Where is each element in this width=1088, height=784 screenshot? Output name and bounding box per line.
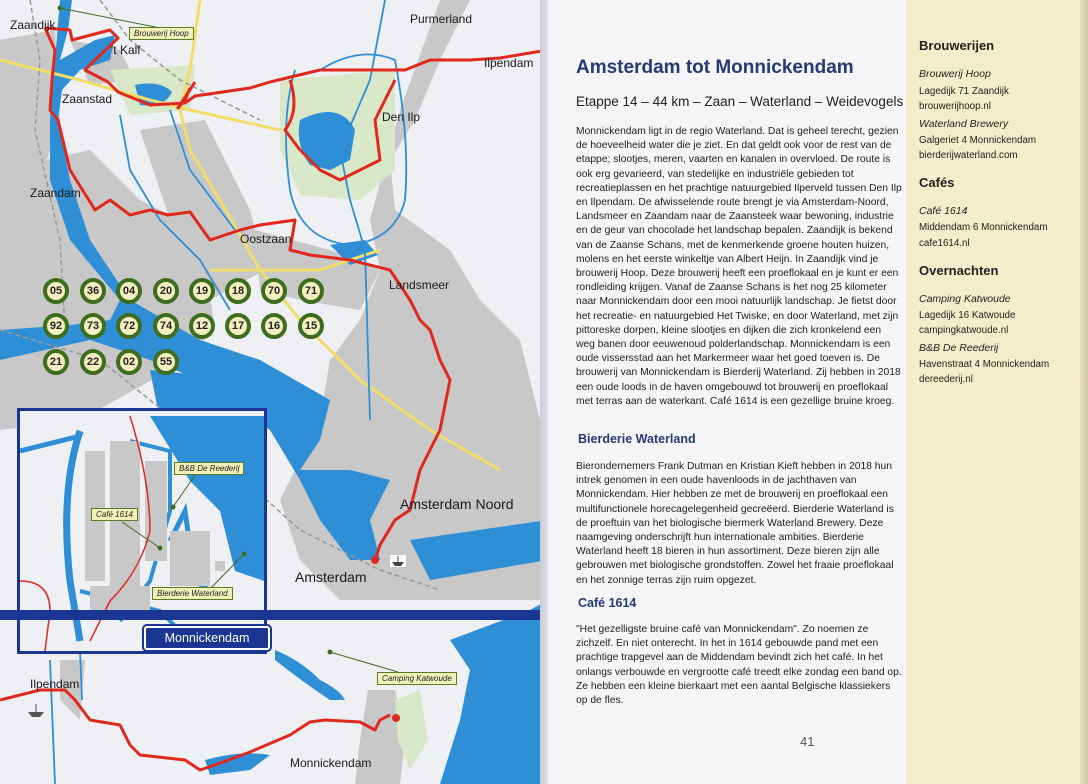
place-zaanstad: Zaanstad <box>62 92 113 106</box>
junction-node: 16 <box>261 313 287 339</box>
lodging-address: Havenstraat 4 Monnickendam <box>919 359 1050 370</box>
brewery-website: brouwerijhoop.nl <box>919 101 991 112</box>
section-heading-cafe: Café 1614 <box>578 596 637 610</box>
inset-divider-bar <box>0 610 548 620</box>
junction-node: 20 <box>153 278 179 304</box>
junction-node: 04 <box>116 278 142 304</box>
section-heading-bierderie: Bierderie Waterland <box>578 432 696 446</box>
lodging-name: Camping Katwoude <box>919 293 1011 305</box>
junction-node: 74 <box>153 313 179 339</box>
sidebar-heading-cafes: Cafés <box>919 175 955 190</box>
route-end-marker <box>392 714 400 722</box>
place-landsmeer: Landsmeer <box>389 278 450 292</box>
junction-node: 22 <box>80 349 106 375</box>
lodging-name: B&B De Reederij <box>919 342 999 354</box>
cafe-paragraph: "Het gezelligste bruine café van Monnickendam". Zo noemen ze zichzelf. En niet onterecht. In het in 1614 gebouwde pand met een prachtige trapgevel aan de Middendam bevindt zich het café. In het onlangs verbouwde en vergrootte café treedt elke zondag een band op. Ze hebben een kleine bierkaart met een aantal Belgische klassiekers op de fles. <box>576 624 902 707</box>
brewery-address: Lagedijk 71 Zaandijk <box>919 86 1009 97</box>
sidebar-heading-brouwerijen: Brouwerijen <box>919 38 995 53</box>
lodging-website: dereederij.nl <box>919 374 973 385</box>
page-subtitle: Etappe 14 – 44 km – Zaan – Waterland – Weidevogels <box>576 94 904 109</box>
junction-node: 17 <box>225 313 251 339</box>
lodging-address: Lagedijk 16 Katwoude <box>919 310 1016 321</box>
brewery-address: Galgeriet 4 Monnickendam <box>919 135 1037 146</box>
page-number: 41 <box>800 734 815 749</box>
tag-bb-de-reederij: B&B De Reederij <box>174 462 244 475</box>
junction-node: 73 <box>80 313 106 339</box>
brewery-name: Waterland Brewery <box>919 118 1009 130</box>
place-purmerland: Purmerland <box>410 12 473 26</box>
junction-node: 72 <box>116 313 142 339</box>
inset-title: Monnickendam <box>144 626 270 650</box>
ferry-icon <box>390 555 406 567</box>
cafe-website: cafe1614.nl <box>919 238 970 249</box>
junction-node: 36 <box>80 278 106 304</box>
brewery-website: bierderijwaterland.com <box>919 150 1018 161</box>
junction-node: 92 <box>43 313 69 339</box>
tag-camping-katwoude: Camping Katwoude <box>377 672 457 685</box>
brewery-name: Brouwerij Hoop <box>919 68 991 80</box>
ferry-icon-ilpendam <box>28 704 44 717</box>
sidebar-heading-overnachten: Overnachten <box>919 263 999 278</box>
cafe-address: Middendam 6 Monnickendam <box>919 222 1048 233</box>
place-monnickendam: Monnickendam <box>290 756 372 770</box>
place-oostzaan: Oostzaan <box>240 232 292 246</box>
junction-node: 55 <box>153 349 179 375</box>
place-zaandam: Zaandam <box>30 186 81 200</box>
place-den-ilp: Den Ilp <box>382 110 421 124</box>
junction-node: 21 <box>43 349 69 375</box>
place-zaandijk: Zaandijk <box>10 18 56 32</box>
junction-node: 15 <box>298 313 324 339</box>
tag-bierderie-waterland: Bierderie Waterland <box>152 587 233 600</box>
tag-cafe-1614: Café 1614 <box>91 508 138 521</box>
route-start-marker <box>371 556 379 564</box>
junction-node: 71 <box>298 278 324 304</box>
place-amsterdam-noord: Amsterdam Noord <box>400 496 514 512</box>
place-ilpendam-bottom: Ilpendam <box>30 677 80 691</box>
place-amsterdam: Amsterdam <box>295 569 367 585</box>
lodging-website: campingkatwoude.nl <box>919 325 1009 336</box>
junction-node: 05 <box>43 278 69 304</box>
junction-node: 18 <box>225 278 251 304</box>
place-t-kalf: 't Kalf <box>111 43 141 57</box>
junction-node: 12 <box>189 313 215 339</box>
cafe-name: Café 1614 <box>919 205 968 217</box>
bierderie-paragraph: Bierondernemers Frank Dutman en Kristian Kieft hebben in 2018 hun intrek genomen in een oude havenloods in de jachthaven van Monnickendam. Hier hebben ze met de brouwerij en proeflokaal een multifunctionele horecagelegenheid gecreëerd. Bierderie Waterland is de proeftuin van het biologische biermerk Waterland Brewery. Deze naamgeving onderschrijft hun internationale ambities. Bierderie Waterland heeft 18 bieren in hun assortiment. Deze bieren zijn alle gebrouwen met biologische grondstoffen. Zowel het fraaie proeflokaal en het zonnige terras zijn ruim opgezet. <box>576 461 894 586</box>
page-title: Amsterdam tot Monnickendam <box>576 57 854 78</box>
junction-node: 02 <box>116 349 142 375</box>
place-ilpendam-top: Ilpendam <box>484 56 534 70</box>
tag-brouwerij-hoop: Brouwerij Hoop <box>129 27 194 40</box>
junction-node: 19 <box>189 278 215 304</box>
intro-paragraph: Monnickendam ligt in de regio Waterland. Dat is geheel terecht, gezien de hoeveelheid water die je ziet. En dat geldt ook voor de rest van de etappe; slootjes, meren, vaarten en kanalen in overvloed. De route is ook erg gevarieerd, van stedelijke en industriële gebieden tot recreatieplassen en het prachtige natuurgebied Ilperveld tussen Den Ilp en Ilpendam. De afwisselende route brengt je via Amsterdam-Noord, Landsmeer en Zaandam naar de Zaansteek waar bewoning, industrie en de geur van chocolade het landschap bepalen. Zaandijk is bekend van de Zaanse Schans, met de kenmerkende groene houten huizen, molens en het eerste winkeltje van Albert Heijn. In Zaandijk vind je brouwerij Hoop. Deze brouwerij heeft een proeflokaal en je kunt er een rondleiding krijgen. Vanaf de Zaanse Schans is het nog 25 kilometer naar Monnickendam door een mooi natuurlijk landschap. Je fietst door het recreatie- en natuurgebied Het Twiske, en door Waterland, met zijn pittoreske dorpen, kleine slootjes en dijken die zich kronkelend een weg banen door eeuwenoud polderlandschap. Monnickendam is een oude vissersstad aan het Markermeer waar het goed toeven is. De brouwerij van Monnickendam is Bierderij Waterland. Zij hebben in 2018 een oude loods in de haven omgebouwd tot brouwerij en proeflokaal met terras aan de waterkant. Café 1614 is een gezellige bruine kroeg. <box>576 126 902 407</box>
junction-node: 70 <box>261 278 287 304</box>
